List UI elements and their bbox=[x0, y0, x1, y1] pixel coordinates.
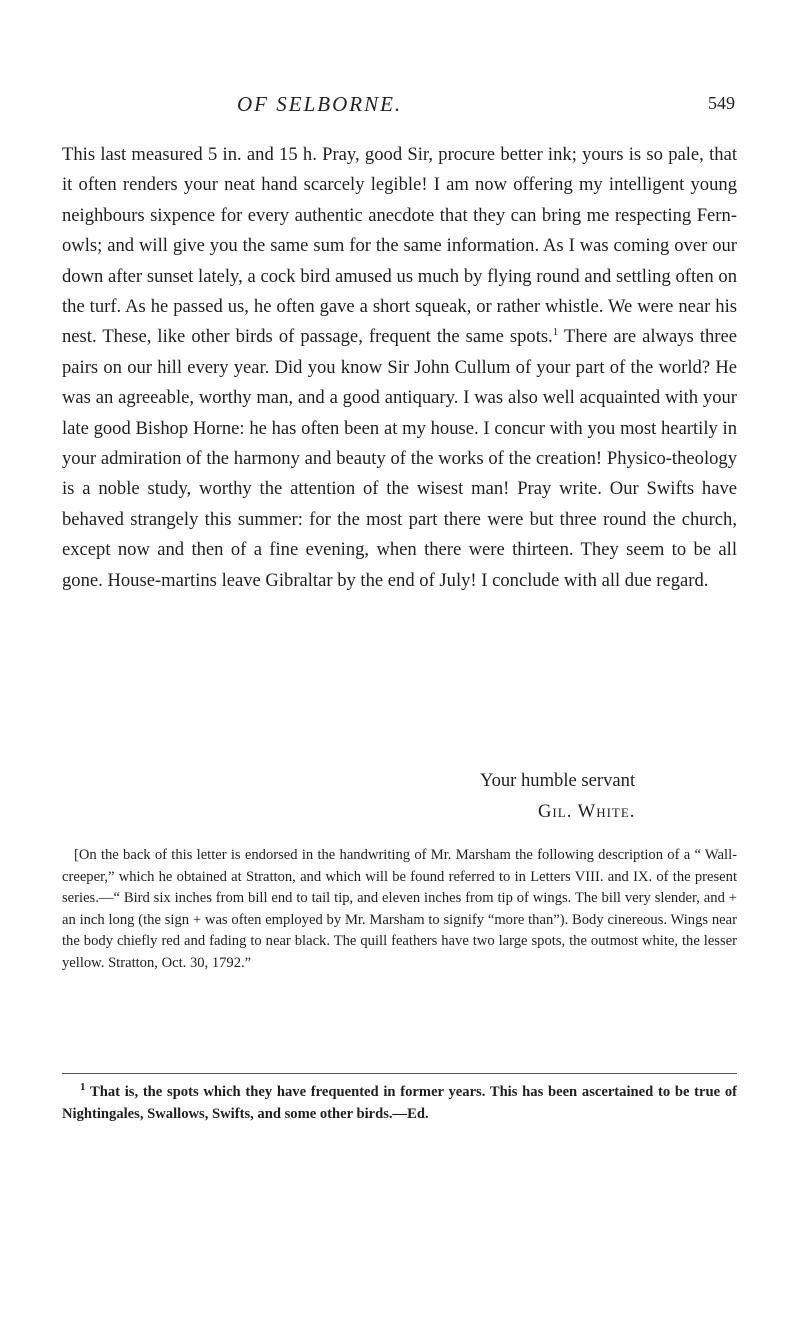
footnote-reference: 1 bbox=[552, 326, 559, 339]
editor-note: [On the back of this letter is endorsed in the handwriting of Mr. Marsham the following description of a “ Wall-creeper,” which he obtained at Stratton, and which will be found referred to in Letters VIII. and IX. of the present series.—“ Bird six inches from bill end to tail tip, and eleven inches from tip of wings. The bill very slender, and + an inch long (the sign + was often employed by Mr. Marsham to signify “more than”). Body cinereous. Wings near the body chiefly red and fading to near black. The quill feathers have two large spots, the outmost white, the lesser yellow. Stratton, Oct. 30, 1792.” bbox=[62, 847, 737, 971]
footnote-marker: 1 bbox=[80, 1081, 86, 1094]
letter-paragraph bbox=[62, 140, 737, 596]
footnote bbox=[62, 1082, 737, 1125]
letter-text-part-2: There are always three pairs on our hill every year. Did you know Sir John Cullum of your part of the world? He was an agreeable, worthy man, and a good antiquary. I was also well acquainted with your late good Bishop Horne: he has often been at my house. I concur with you most heartily in your admiration of the harmony and beauty of the works of the creation! Physico-theology is a noble study, worthy the attention of the wisest man! Pray write. Our Swifts have behaved strangely this summer: for the most part there were but three round the church, except now and then of a fine evening, when there were thirteen. They seem to be all gone. House-martins leave Gibraltar by the end of July! I conclude with all due regard. bbox=[62, 326, 737, 591]
running-head bbox=[62, 80, 737, 120]
letter-text-part-1: This last measured 5 in. and 15 h. Pray, good Sir, procure better ink; yours is so pale, that it often renders your neat hand scarcely legible! I am now offering my intelligent young neighbours sixpence for every authentic anecdote that they can bring me respecting Fern-owls; and will give you the same sum for the same information. As I was coming over our down after sunset lately, a cock bird amused us much by flying round and settling often on the turf. As he passed us, he often gave a short squeak, or rather whistle. We were near his nest. These, like other birds of passage, frequent the same spots. bbox=[62, 144, 737, 348]
valediction: Your humble servant bbox=[480, 770, 636, 791]
page-number: 549 bbox=[708, 93, 735, 113]
signature: Gil. White. bbox=[538, 801, 636, 822]
footnote-text: That is, the spots which they have frequented in former years. This has been ascertained to be true of Nightingales, Swallows, Swifts, and some other birds.—Ed. bbox=[62, 1084, 737, 1122]
footnote-divider bbox=[62, 1073, 737, 1074]
running-title: OF SELBORNE. bbox=[237, 92, 403, 116]
letter-body bbox=[62, 140, 737, 596]
